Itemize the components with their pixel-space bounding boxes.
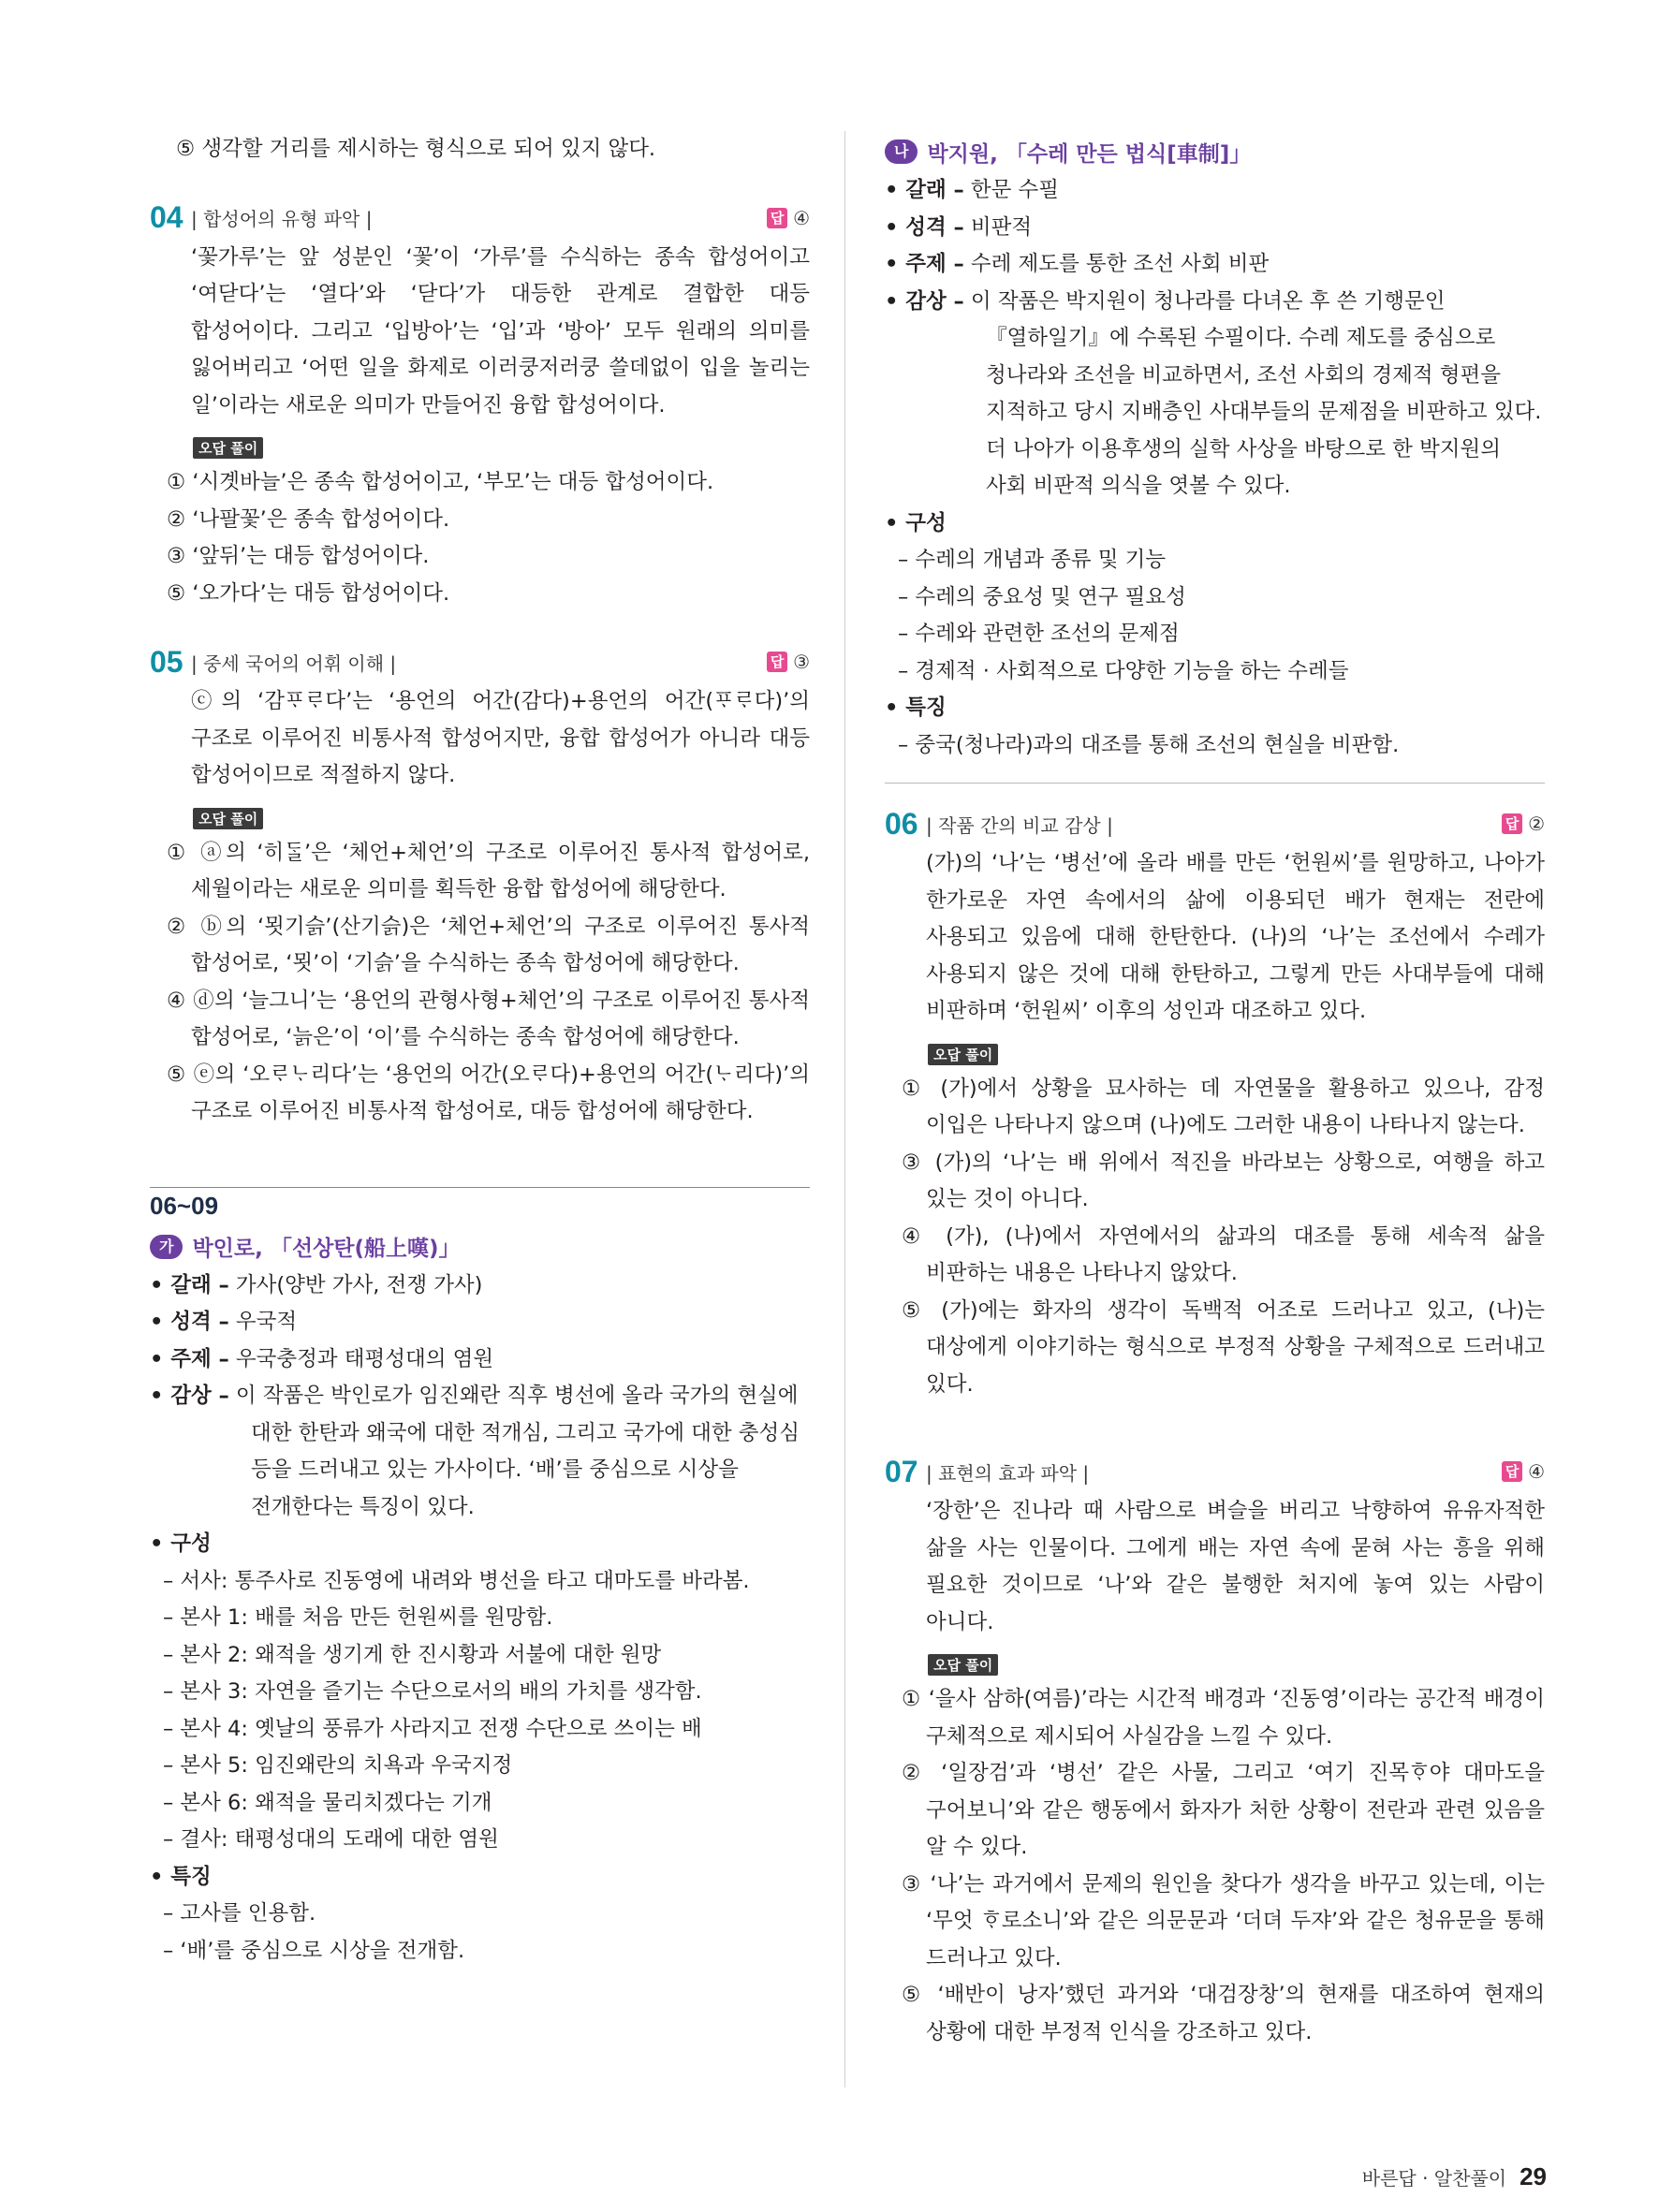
feature-label: • 특징	[150, 1864, 212, 1889]
structure-item: – 본사 2: 왜적을 생기게 한 진시황과 서불에 대한 원망	[163, 1642, 662, 1667]
explanation-item: ③ (가)의 ‘나’는 배 위에서 적진을 바라보는 상황으로, 여행을 하고 있는 것이 아니다.	[902, 1150, 1545, 1211]
work-badge: 나	[885, 139, 918, 164]
feature-item: – 고사를 인용함.	[163, 1901, 316, 1926]
explanation-item: ⑤ ⓔ의 ‘오ᄅᆞᄂᆞ리다’는 ‘용언의 어간(오ᄅᆞ다)+용언의 어간(ᄂᆞ리다)’의 구조로 이루어진 비통사적 합성어로, 대등 합성어에 해당한다.	[167, 1062, 810, 1123]
page-number: 29	[1520, 2162, 1547, 2190]
page-footer	[1362, 2162, 1547, 2191]
explanation-item: ① (가)에서 상황을 묘사하는 데 자연물을 활용하고 있으나, 감정 이입은 나타나지 않으며 (나)에도 그러한 내용이 나타나지 않는다.	[902, 1076, 1545, 1137]
info-theme: • 주제 – 우국충정과 태평성대의 염원	[150, 1346, 494, 1371]
work-na	[885, 131, 1545, 764]
explanation-item: ⑤ ‘오가다’는 대등 합성어이다.	[167, 580, 450, 606]
question-number: 07	[885, 1454, 918, 1488]
wrong-answer-label: 오답 풀이	[928, 1044, 998, 1065]
question-title: | 작품 간의 비교 감상 |	[926, 813, 1113, 837]
work-badge: 가	[150, 1235, 183, 1259]
info-genre: • 갈래 – 한문 수필	[885, 178, 1060, 202]
structure-item: – 본사 5: 임진왜란의 치욕과 우국지정	[163, 1753, 513, 1778]
explanation-item: ① ⓐ의 ‘히ᄃᆞᆯ’은 ‘체언+체언’의 구조로 이루어진 통사적 합성어로, 세월이라는 새로운 의미를 획득한 융합 합성어에 해당한다.	[167, 840, 810, 901]
answer-indicator	[767, 651, 810, 673]
explanation-item: ⑤ (가)에는 화자의 생각이 독백적 어조로 드러나고 있고, (나)는 대상에게 이야기하는 형식으로 부정적 상황을 구체적으로 드러내고 있다.	[902, 1297, 1545, 1397]
explanation-item: ① ‘을사 삼하(여름)’라는 시간적 배경과 ‘진동영’이라는 공간적 배경이 구체적으로 제시되어 사실감을 느낄 수 있다.	[902, 1687, 1545, 1749]
work-title: 박인로, 「선상탄(船上嘆)」	[192, 1237, 461, 1261]
question-04	[150, 197, 810, 613]
answer-value: ②	[1528, 813, 1545, 835]
wrong-answer-label: 오답 풀이	[928, 1654, 998, 1676]
explanation-item: ③ ‘나’는 과거에서 문제의 원인을 찾다가 생각을 바꾸고 있는데, 이는 ‘무엇 ᄒᆞ로소니’와 같은 의문문과 ‘더뎌 두쟈’와 같은 청유문을 통해 드러나고 있다.	[902, 1871, 1545, 1970]
answer-value: ④	[1528, 1460, 1545, 1483]
question-07	[885, 1450, 1545, 2051]
explanation-item: ④ (가), (나)에서 자연에서의 삶과의 대조를 통해 세속적 삶을 비판하는 내용은 나타나지 않았다.	[902, 1223, 1545, 1285]
top-line: ⑤ 생각할 거리를 제시하는 형식으로 되어 있지 않다.	[176, 137, 656, 161]
question-number: 06	[885, 806, 918, 841]
right-column	[885, 131, 1545, 2051]
wrong-answer-label: 오답 풀이	[193, 437, 263, 459]
explanation-item: ④ ⓓ의 ‘늘그니’는 ‘용언의 관형사형+체언’의 구조로 이루어진 통사적 합성어로, ‘늙은’이 ‘이’를 수식하는 종속 합성어에 해당한다.	[167, 988, 810, 1049]
footer-text: 바른답 · 알찬풀이	[1361, 2167, 1507, 2190]
question-06	[885, 802, 1545, 1403]
question-title: | 표현의 효과 파악 |	[926, 1461, 1090, 1485]
structure-item: – 수레와 관련한 조선의 문제점	[898, 622, 1180, 646]
section-separator	[885, 783, 1545, 784]
structure-item: – 수레의 개념과 종류 및 기능	[898, 548, 1167, 572]
answer-value: ③	[793, 651, 810, 673]
wrong-answer-label: 오답 풀이	[193, 808, 263, 829]
column-divider	[844, 131, 845, 2087]
feature-item: – ‘배’를 중심으로 시상을 전개함.	[163, 1938, 465, 1963]
question-body: (가)의 ‘나’는 ‘병선’에 올라 배를 만든 ‘헌원씨’를 원망하고, 나아가 한가로운 자연 속에서의 삶에 이용되던 배가 현재는 전란에 사용되고 있음에 대해 한탄한다. (나)의 ‘나’는 조선에서 수레가 사용되지 않은 것에 대해 한탄하고, 그렇게 만든 사대부들에 대해 비판하며 ‘헌원씨’ 이후의 성인과 대조하고 있다.	[926, 851, 1545, 1023]
question-number: 05	[150, 644, 184, 679]
structure-label: • 구성	[885, 510, 947, 535]
info-genre: • 갈래 – 가사(양반 가사, 전쟁 가사)	[150, 1272, 483, 1297]
explanation-item: ① ‘시곗바늘’은 종속 합성어이고, ‘부모’는 대등 합성어이다.	[167, 470, 714, 494]
structure-item: – 수레의 중요성 및 연구 필요성	[898, 584, 1186, 609]
work-title: 박지원, 「수레 만든 법식[車制]」	[927, 141, 1252, 167]
structure-item: – 본사 3: 자연을 즐기는 수단으로서의 배의 가치를 생각함.	[163, 1679, 702, 1704]
feature-label: • 특징	[885, 696, 947, 720]
answer-indicator	[1502, 813, 1545, 835]
section-rule	[150, 1187, 810, 1188]
feature-item: – 중국(청나라)과의 대조를 통해 조선의 현실을 비판함.	[898, 732, 1400, 757]
info-appreciation: • 감상 – 이 작품은 박지원이 청나라를 다녀온 후 쓴 기행문인 『열하일기』에 수록된 수필이다. 수레 제도를 중심으로 청나라와 조선을 비교하면서, 조선 사회의 경제적 형편을 지적하고 당시 지배층인 사대부들의 문제점을 비판하고 있다. 더 나아가 이용후생의 실학 사상을 바탕으로 한 박지원의 사회 비판적 의식을 엿볼 수 있다.	[885, 288, 1542, 498]
structure-item: – 서사: 통주사로 진동영에 내려와 병선을 타고 대마도를 바라봄.	[163, 1568, 750, 1593]
answer-value: ④	[793, 206, 810, 229]
answer-badge: 답	[1502, 813, 1522, 834]
info-appreciation: • 감상 – 이 작품은 박인로가 임진왜란 직후 병선에 올라 국가의 현실에 대한 한탄과 왜국에 대한 적개심, 그리고 국가에 대한 충성심 등을 드러내고 있는 가사이다. ‘배’를 중심으로 시상을 전개한다는 특징이 있다.	[150, 1384, 800, 1519]
question-number: 04	[150, 200, 184, 234]
structure-item: – 본사 6: 왜적을 물리치겠다는 기개	[163, 1790, 492, 1815]
structure-item: – 본사 4: 옛날의 풍류가 사라지고 전쟁 수단으로 쓰이는 배	[163, 1716, 702, 1741]
structure-item: – 결사: 태평성대의 도래에 대한 염원	[163, 1827, 499, 1852]
question-body: ‘장한’은 진나라 때 사람으로 벼슬을 버리고 낙향하여 유유자적한 삶을 사는 인물이다. 그에게 배는 자연 속에 묻혀 사는 흥을 위해 필요한 것이므로 ‘나’와 같은 불행한 처지에 놓여 있는 사람이 아니다.	[926, 1499, 1545, 1634]
answer-badge: 답	[767, 652, 787, 672]
structure-item: – 본사 1: 배를 처음 만든 헌원씨를 원망함.	[163, 1605, 553, 1630]
info-character: • 성격 – 비판적	[885, 214, 1033, 240]
question-body: ‘꽃가루’는 앞 성분인 ‘꽃’이 ‘가루’를 수식하는 종속 합성어이고 ‘여닫다’는 ‘열다’와 ‘닫다’가 대등한 관계로 결합한 대등 합성어이다. 그리고 ‘입방아’는 ‘입’과 ‘방아’ 모두 원래의 의미를 잃어버리고 ‘어떤 일을 화제로 이러쿵저러쿵 쓸데없이 입을 놀리는 일’이라는 새로운 의미가 만들어진 융합 합성어이다.	[191, 244, 810, 417]
structure-item: – 경제적 · 사회적으로 다양한 기능을 하는 수레들	[898, 658, 1349, 683]
answer-indicator	[767, 207, 810, 229]
question-05	[150, 640, 810, 1131]
info-theme: • 주제 – 수레 제도를 통한 조선 사회 비판	[885, 252, 1270, 276]
explanation-item: ③ ‘앞뒤’는 대등 합성어이다.	[167, 544, 430, 568]
explanation-item: ② ⓑ의 ‘묏기슭’(산기슭)은 ‘체언+체언’의 구조로 이루어진 통사적 합성어로, ‘묏’이 ‘기슭’을 수식하는 종속 합성어에 해당한다.	[167, 914, 810, 975]
explanation-item: ② ‘일장검’과 ‘병선’ 같은 사물, 그리고 ‘여기 진목ᄒᆞ야 대마도을 구어보니’와 같은 행동에서 화자가 처한 상황이 전란과 관련 있음을 알 수 있다.	[902, 1761, 1545, 1859]
explanation-item: ② ‘나팔꽃’은 종속 합성어이다.	[167, 506, 450, 532]
work-ga	[150, 1226, 810, 1970]
question-title: | 합성어의 유형 파악 |	[191, 208, 373, 230]
question-body: ⓒ의 ‘감ᄑᆞᄅᆞ다’는 ‘용언의 어간(감다)+용언의 어간(ᄑᆞᄅᆞ다)’의 구조로 이루어진 비통사적 합성어지만, 융합 합성어가 아니라 대등 합성어이므로 적절하지 않다.	[191, 689, 810, 787]
left-column	[150, 131, 810, 1970]
answer-indicator	[1502, 1460, 1545, 1483]
answer-badge: 답	[767, 208, 787, 228]
structure-label: • 구성	[150, 1531, 212, 1556]
question-title: | 중세 국어의 어휘 이해 |	[191, 652, 397, 675]
section-label: 06~09	[150, 1191, 219, 1220]
explanation-item: ⑤ ‘배반이 낭자’했던 과거와 ‘대검장창’의 현재를 대조하여 현재의 상황에 대한 부정적 인식을 강조하고 있다.	[902, 1983, 1545, 2044]
info-character: • 성격 – 우국적	[150, 1310, 298, 1334]
answer-badge: 답	[1502, 1461, 1522, 1482]
